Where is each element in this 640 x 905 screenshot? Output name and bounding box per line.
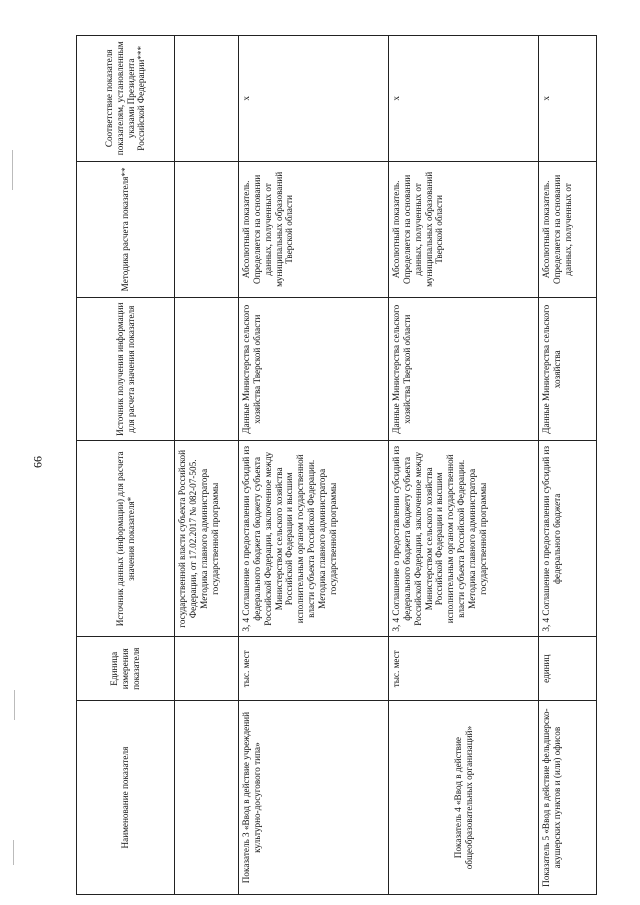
header-data-source: Источник данных (информации) для расчета значения показателя* xyxy=(77,441,175,637)
cell-conformity: x xyxy=(539,36,597,162)
cell-method: Абсолютный показатель. Определяется на основании данных, полученных от муниципальных образований Тверской области xyxy=(239,161,389,298)
header-unit: Единица измерения показателя xyxy=(77,637,175,701)
page-number: 66 xyxy=(30,456,45,468)
cell-unit xyxy=(175,637,239,701)
cell-indicator-name: Показатель 5 «Ввод в действие фельдшерско-акушерских пунктов и (или) офисов xyxy=(539,701,597,895)
cell-info-source xyxy=(175,298,239,441)
table-row xyxy=(389,36,539,895)
indicator-table-container xyxy=(76,35,596,895)
scan-margin-mark xyxy=(12,150,13,190)
cell-conformity xyxy=(175,36,239,162)
indicator-table xyxy=(76,35,597,895)
table-row xyxy=(175,36,239,895)
header-method: Методика расчета показателя** xyxy=(77,161,175,298)
cell-unit: тыс. мест xyxy=(239,637,389,701)
header-conformity: Соответствие показателя показателям, установленным указами Президента Российской Федерации*** xyxy=(77,36,175,162)
scan-margin-mark xyxy=(13,840,14,865)
header-indicator-name: Наименование показателя xyxy=(77,701,175,895)
scan-margin-mark xyxy=(14,690,15,720)
header-info-source: Источник получения информации для расчета значения показателя xyxy=(77,298,175,441)
cell-data-source: 3, 4 Соглашение о предоставлении субсидий из федерального бюджета xyxy=(539,441,597,637)
table-row xyxy=(539,36,597,895)
cell-info-source: Данные Министерства сельского хозяйства xyxy=(539,298,597,441)
cell-unit: единиц xyxy=(539,637,597,701)
cell-method xyxy=(175,161,239,298)
cell-indicator-name xyxy=(175,701,239,895)
cell-indicator-name: Показатель 4 «Ввод в действие общеобразовательных организаций» xyxy=(389,701,539,895)
cell-conformity: x xyxy=(389,36,539,162)
cell-info-source: Данные Министерства сельского хозяйства Тверской области xyxy=(239,298,389,441)
cell-data-source: 3, 4 Соглашение о предоставлении субсидий из федерального бюджета бюджету субъекта Российской Федерации, заключенное между Министерством сельского хозяйства Российской Федерации и высшим исполнительным органом государственной власти субъекта Российской Федерации. Методика главного администратора государственной программы xyxy=(239,441,389,637)
cell-data-source: государственной власти субъекта Российской Федерации, от 17.02.2017 № 082-07-505. Методика главного администратора государственной программы xyxy=(175,441,239,637)
cell-method: Абсолютный показатель. Определяется на основании данных, полученных от муниципальных образований Тверской области xyxy=(389,161,539,298)
cell-conformity: x xyxy=(239,36,389,162)
cell-data-source: 3, 4 Соглашение о предоставлении субсидий из федерального бюджета бюджету субъекта Российской Федерации, заключенное между Министерством сельского хозяйства Российской Федерации и высшим исполнительным органом государственной власти субъекта Российской Федерации. Методика главного администратора государственной программы xyxy=(389,441,539,637)
cell-method: Абсолютный показатель. Определяется на основании данных, полученных от xyxy=(539,161,597,298)
cell-info-source: Данные Министерства сельского хозяйства Тверской области xyxy=(389,298,539,441)
cell-indicator-name: Показатель 3 «Ввод в действие учреждений культурно-досугового типа» xyxy=(239,701,389,895)
cell-unit: тыс. мест xyxy=(389,637,539,701)
table-header-row xyxy=(77,36,175,895)
table-row xyxy=(239,36,389,895)
